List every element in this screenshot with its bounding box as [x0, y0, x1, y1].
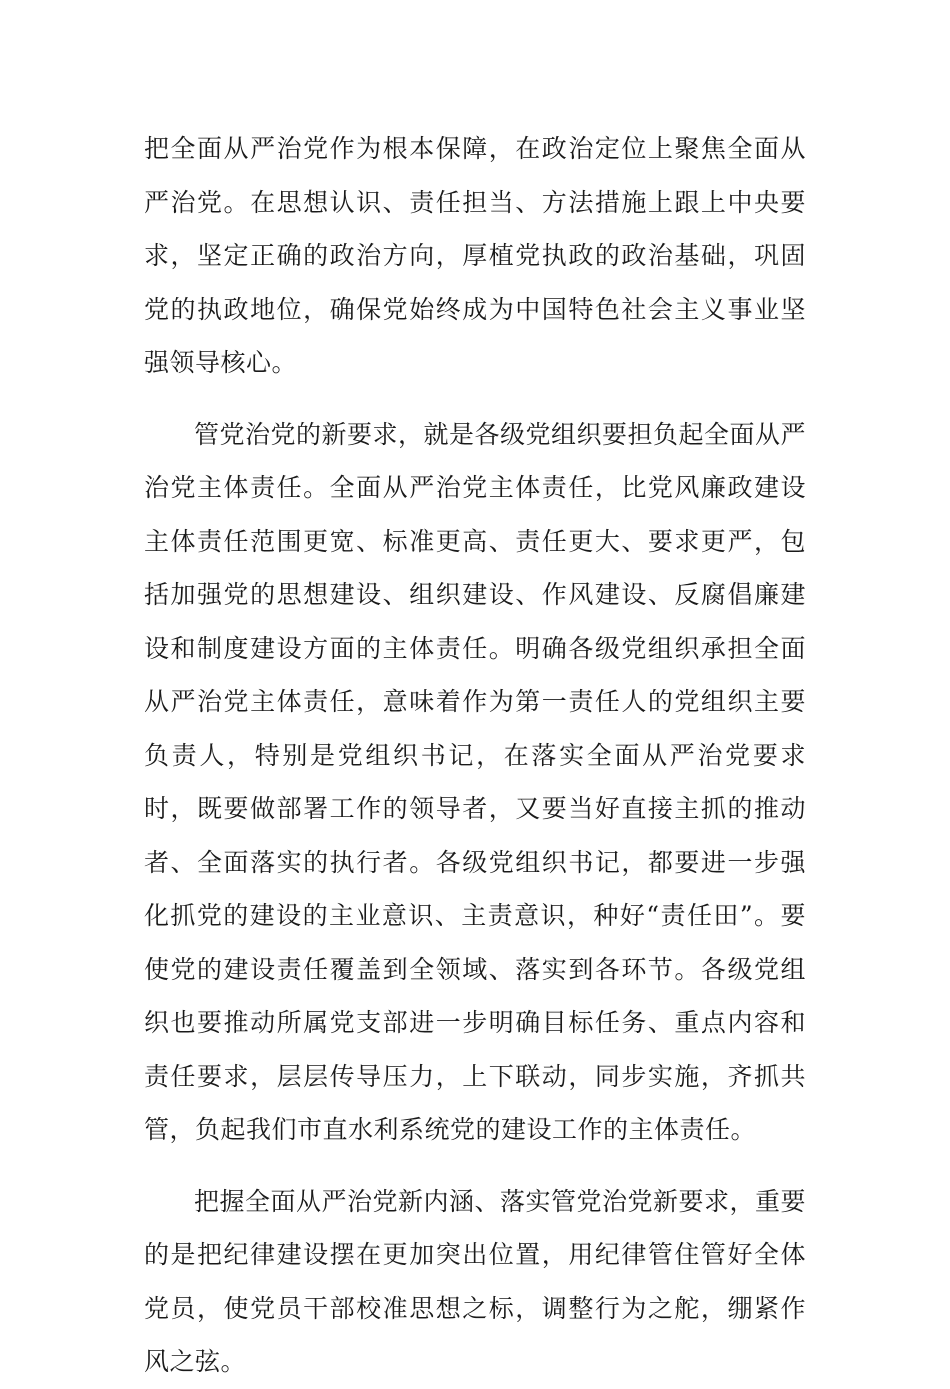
paragraph-2: 管党治党的新要求，就是各级党组织要担负起全面从严治党主体责任。全面从严治党主体责任，比党风廉政建设主体责任范围更宽、标准更高、责任更大、要求更严，包括加强党的思想建设、组织建设、作风建设、反腐倡廉建设和制度建设方面的主体责任。明确各级党组织承担全面从严治党主体责任，意味着作为第一责任人的党组织主要负责人，特别是党组织书记，在落实全面从严治党要求时，既要做部署工作的领导者，又要当好直接主抓的推动者、全面落实的执行者。各级党组织书记，都要进一步强化抓党的建设的主业意识、主责意识，种好“责任田”。要使党的建设责任覆盖到全领域、落实到各环节。各级党组织也要推动所属党支部进一步明确目标任务、重点内容和责任要求，层层传导压力，上下联动，同步实施，齐抓共管，负起我们市直水利系统党的建设工作的主体责任。 — [144, 419, 807, 1144]
paragraph-1: 把全面从严治党作为根本保障，在政治定位上聚焦全面从严治党。在思想认识、责任担当、方法措施上跟上中央要求，坚定正确的政治方向，厚植党执政的政治基础，巩固党的执政地位，确保党始终成为中国特色社会主义事业坚强领导核心。 — [144, 134, 806, 377]
document-body — [144, 122, 806, 1389]
paragraph-3: 把握全面从严治党新内涵、落实管党治党新要求，重要的是把纪律建设摆在更加突出位置，用纪律管住管好全体党员，使党员干部校准思想之标，调整行为之舵，绷紧作风之弦。 — [144, 1186, 807, 1376]
